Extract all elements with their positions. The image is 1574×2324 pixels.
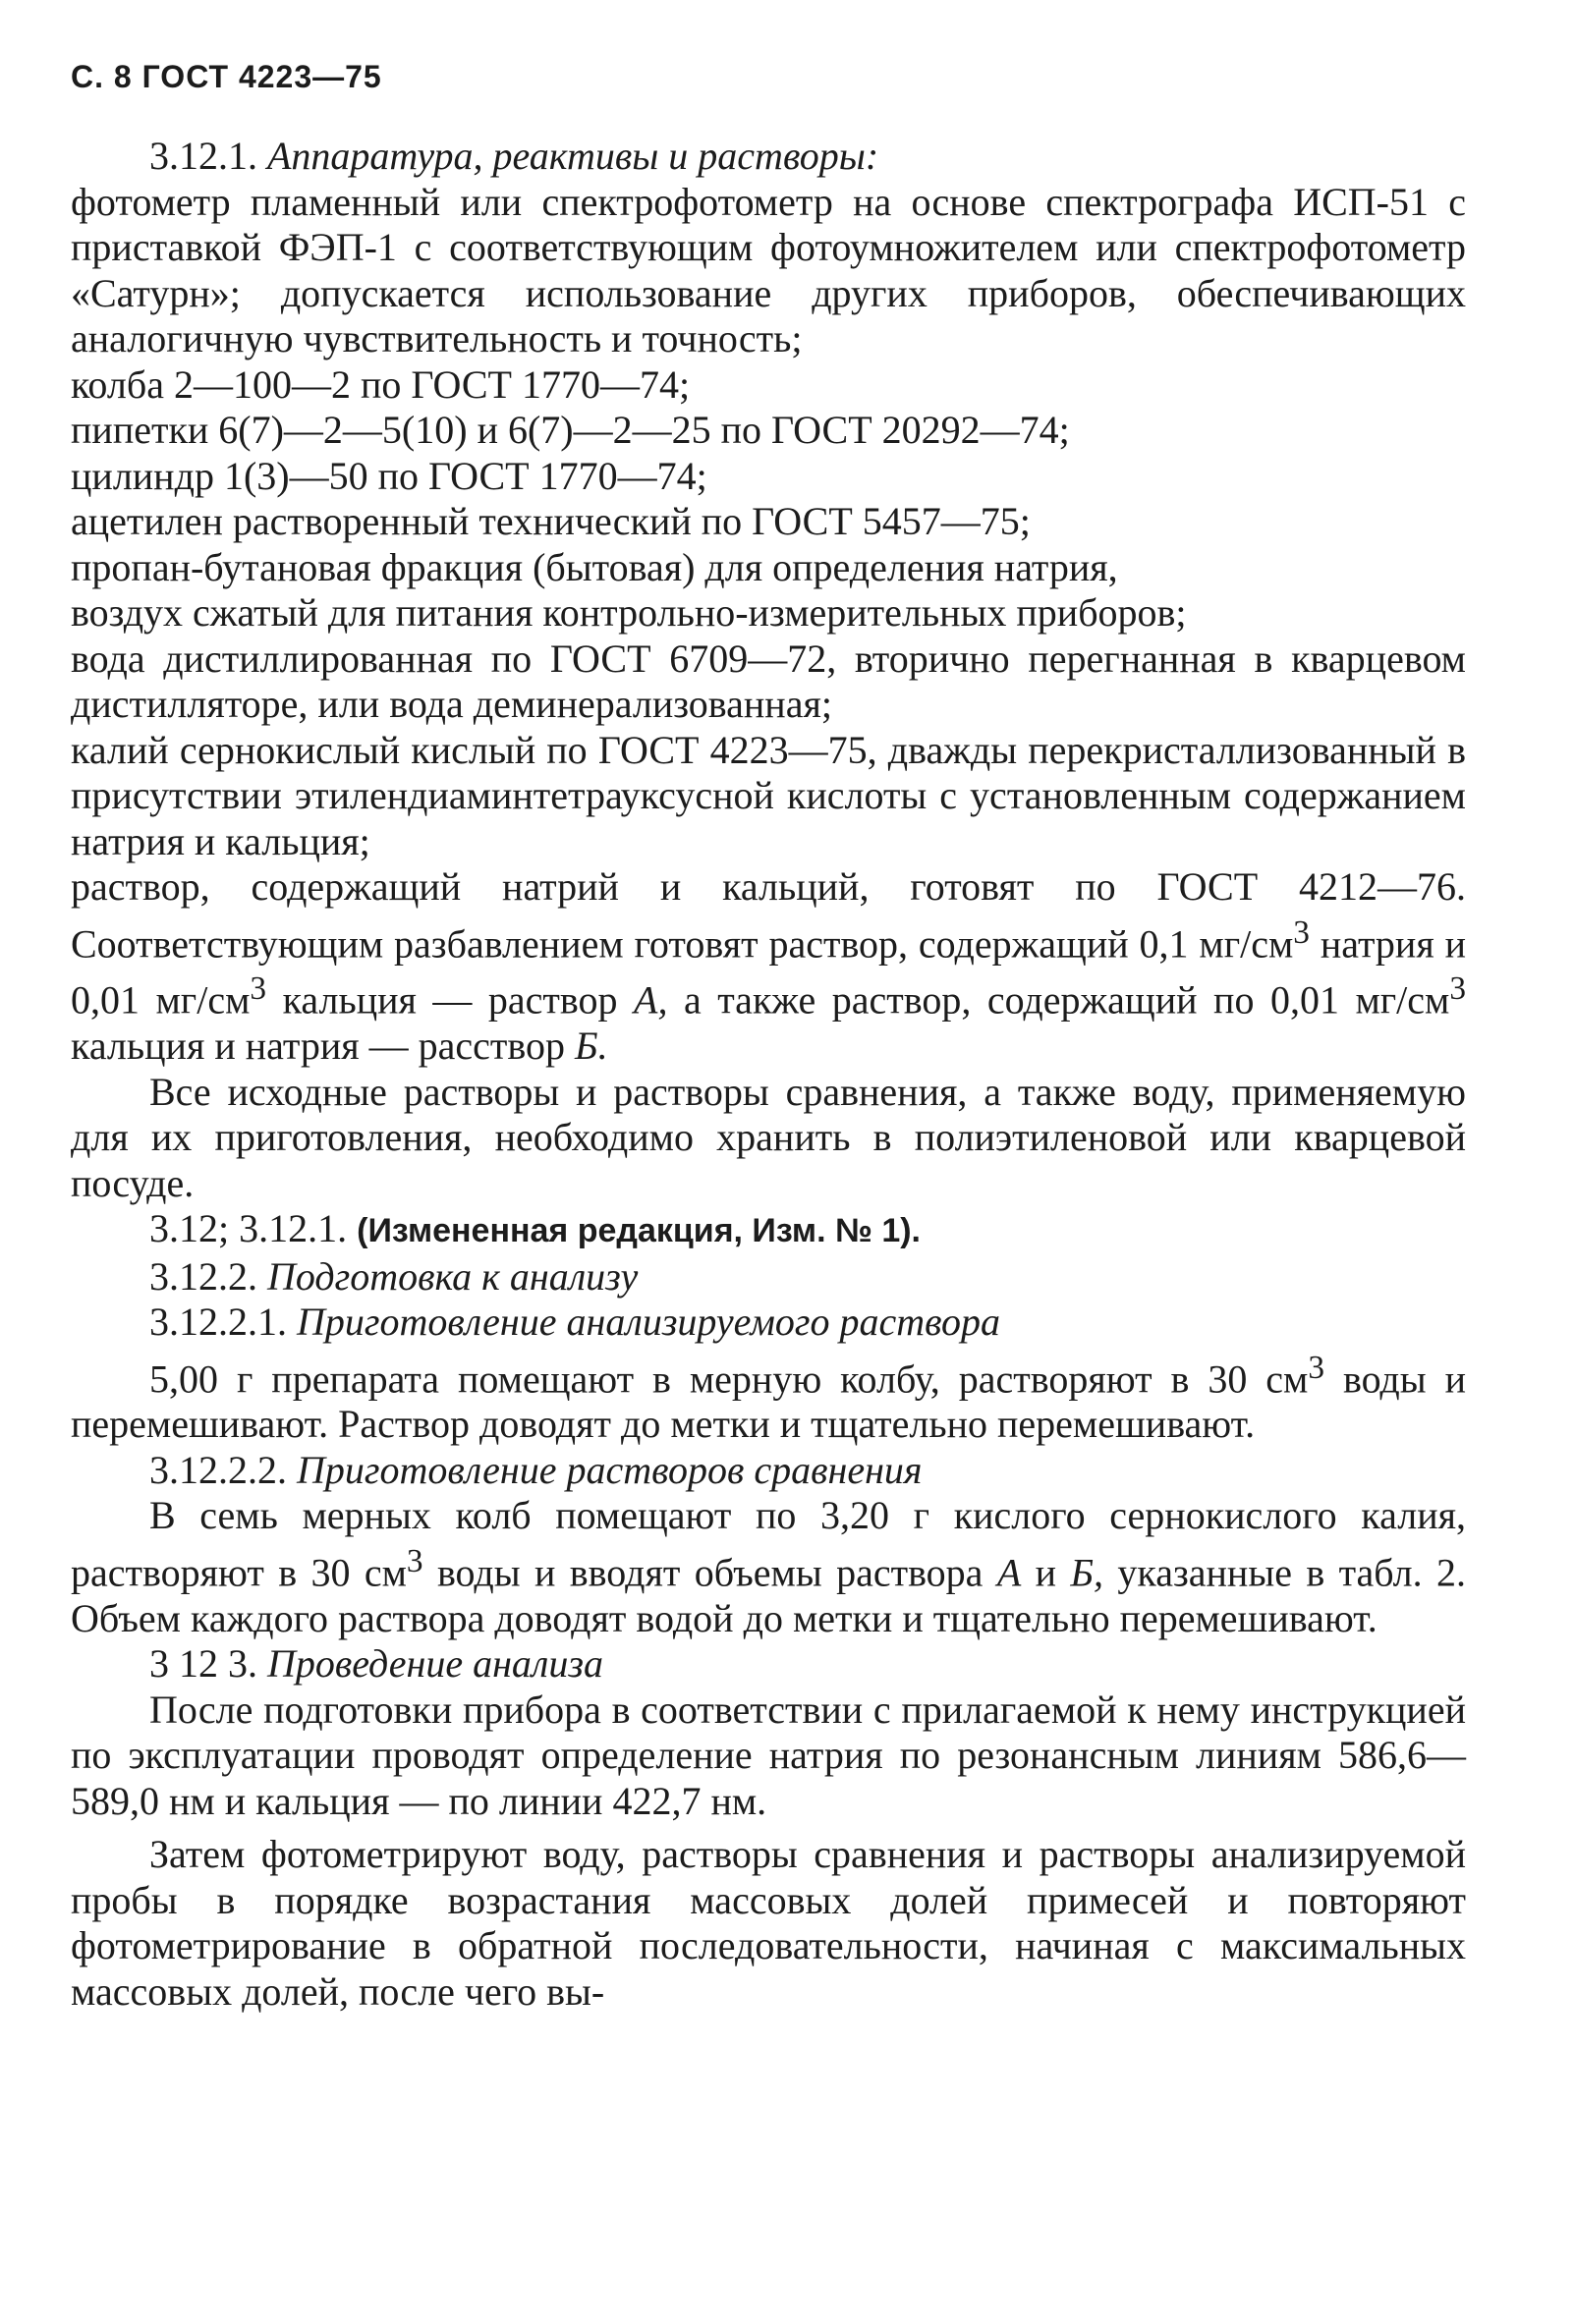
text-run: 3.12; 3.12.1. bbox=[149, 1206, 358, 1251]
text-run: указанные в табл. 2. Объем каждого раствора доводят водой до метки и тщательно перемешивают. bbox=[71, 1550, 1466, 1640]
section-number: 3.12.2.1. bbox=[149, 1300, 287, 1345]
paragraph-photometry: Затем фотометрируют воду, растворы сравнения и растворы анализируемой пробы в порядке возрастания массовых долей примесей и повторяют фотометрирование в обратной последовательности, начиная с максимальных массовых долей, после чего вы- bbox=[71, 1832, 1466, 2014]
paragraph-propane: пропан-бутановая фракция (бытовая) для определения натрия, bbox=[71, 544, 1118, 589]
section-number: 3.12.2. bbox=[149, 1253, 257, 1299]
section-3-12-3 bbox=[71, 1641, 1466, 1688]
solution-b-label: Б. bbox=[575, 1024, 608, 1069]
paragraph-potassium: калий сернокислый кислый по ГОСТ 4223—75, дважды перекристаллизованный в присутствии этилендиаминтетрауксусной кислоты с установленным содержанием натрия и кальция; bbox=[71, 727, 1466, 863]
paragraph-revision bbox=[71, 1206, 1466, 1254]
section-title: Подготовка к анализу bbox=[267, 1253, 639, 1299]
superscript: 3 bbox=[406, 1542, 423, 1579]
section-number: 3.12.1. bbox=[149, 134, 257, 178]
section-title: Приготовление растворов сравнения bbox=[297, 1447, 923, 1492]
revision-note: (Измененная редакция, Изм. № 1). bbox=[357, 1212, 921, 1250]
text-run: кальция — раствор bbox=[266, 977, 635, 1023]
paragraph-analysis: После подготовки прибора в соответствии с прилагаемой к нему инструкцией по эксплуатации проводят определение натрия по резонансным линиям 586,6—589,0 нм и кальция — по линии 422,7 нм. bbox=[71, 1687, 1466, 1823]
paragraph-acetylene: ацетилен растворенный технический по ГОСТ 5457—75; bbox=[71, 499, 1031, 543]
paragraph-pipettes: пипетки 6(7)—2—5(10) и 6(7)—2—25 по ГОСТ 20292—74; bbox=[71, 408, 1070, 452]
section-3-12-2-1 bbox=[71, 1300, 1466, 1346]
paragraph-cylinder: цилиндр 1(3)—50 по ГОСТ 1770—74; bbox=[71, 453, 707, 498]
superscript: 3 bbox=[250, 970, 267, 1008]
superscript: 3 bbox=[1449, 970, 1467, 1008]
document-page bbox=[71, 57, 1466, 2015]
section-3-12-1 bbox=[71, 134, 1466, 180]
section-3-12-2-2 bbox=[71, 1448, 1466, 1494]
paragraph-air: воздух сжатый для питания контрольно-измерительных приборов; bbox=[71, 590, 1187, 635]
text-run: В семь мерных колб помещают по 3,20 г кислого сернокислого калия, растворяют в 30 см bbox=[71, 1493, 1466, 1595]
solution-a-label: А, bbox=[634, 977, 668, 1023]
paragraph-photometer: фотометр пламенный или спектрофотометр на основе спектрографа ИСП-51 с приставкой ФЭП-1 с соответствующим фотоумножителем или спектрофотометр «Сатурн»; допускается использование других приборов, обеспечивающих аналогичную чувствительность и точность; bbox=[71, 179, 1466, 360]
solution-a-label: А bbox=[996, 1550, 1022, 1595]
text-run: а также раствор, содержащий по 0,01 мг/см bbox=[667, 977, 1450, 1023]
paragraph-reference-prep bbox=[71, 1493, 1466, 1641]
paragraph-solution bbox=[71, 864, 1466, 1070]
paragraph-storage: Все исходные растворы и растворы сравнения, а также воду, применяемую для их приготовления, необходимо хранить в полиэтиленовой или кварцевой посуде. bbox=[71, 1069, 1466, 1205]
paragraph-water: вода дистиллированная по ГОСТ 6709—72, вторично перегнанная в кварцевом дистилляторе, или вода деминерализованная; bbox=[71, 636, 1466, 726]
section-title: Приготовление анализируемого раствора bbox=[297, 1300, 1001, 1345]
superscript: 3 bbox=[1308, 1349, 1325, 1386]
text-run: и bbox=[1021, 1550, 1071, 1595]
text-run: натрия и 0,01 мг/см bbox=[71, 920, 1466, 1023]
section-title: Аппаратура, реактивы и растворы: bbox=[267, 134, 879, 178]
text-run: воды и перемешивают. Раствор доводят до метки и тщательно перемешивают. bbox=[71, 1356, 1467, 1447]
text-run: воды и вводят объемы раствора bbox=[422, 1550, 997, 1595]
section-number: 3.12.2.2. bbox=[149, 1447, 287, 1492]
text-run: 5,00 г препарата помещают в мерную колбу, растворяют в 30 см bbox=[149, 1356, 1309, 1401]
paragraph-flask: колба 2—100—2 по ГОСТ 1770—74; bbox=[71, 361, 691, 407]
section-3-12-2 bbox=[71, 1254, 1466, 1300]
superscript: 3 bbox=[1293, 913, 1310, 951]
paragraph-sample-prep bbox=[71, 1346, 1466, 1448]
text-run: раствор, содержащий натрий и кальций, готовят по ГОСТ 4212—76. Соответствующим разбавлением готовят раствор, содержащий 0,1 мг/см bbox=[71, 864, 1466, 966]
section-title: Проведение анализа bbox=[267, 1641, 603, 1687]
page-header: С. 8 ГОСТ 4223—75 bbox=[71, 59, 382, 94]
text-run: кальция и натрия — расствор bbox=[71, 1024, 576, 1069]
section-number: 3 12 3. bbox=[149, 1641, 257, 1687]
solution-b-label: Б, bbox=[1070, 1550, 1103, 1595]
